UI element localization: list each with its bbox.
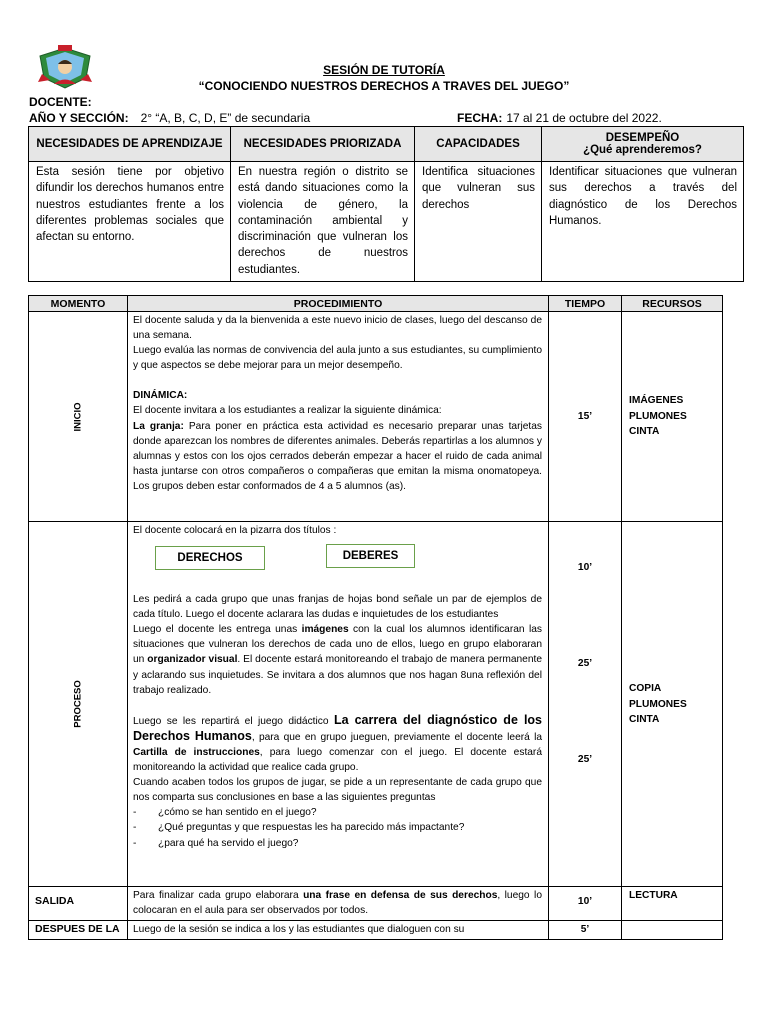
recursos-despues	[622, 921, 723, 940]
proceso-p3: Luego el docente les entrega unas imágenes con la cual los alumnos identificaran las situaciones que vulneran los derechos de cada uno de ellos, luego en grupo elaboraran un organizador visual. El docente estará monitoreando el trabajo de manera permanente y aclarando sus inquietudes. Se invitara a dos alumnos que nos hagan 8una reflexión del trabajo realizado.	[133, 624, 542, 696]
header-necesidades-aprendizaje: NECESIDADES DE APRENDIZAJE	[29, 127, 231, 162]
recurso-plumones: PLUMONES	[629, 698, 687, 710]
tiempo-proceso-3: 25’	[577, 754, 593, 765]
tiempo-proceso	[549, 522, 622, 887]
header-procedimiento: PROCEDIMIENTO	[128, 296, 549, 312]
cell-necesidades-priorizada: En nuestra región o distrito se está dando situaciones como la violencia de género, la contaminación ambiental y discriminación que vulneran los derechos de nuestros estudiantes.	[231, 162, 415, 282]
tiempo-salida: 10’	[549, 887, 622, 921]
proceso-p5: Cuando acaben todos los grupos de jugar, se pide a un representante de cada grupo que nos comparta sus conclusiones en base a las siguientes preguntas	[133, 777, 542, 804]
derechos-box: DERECHOS	[155, 546, 265, 570]
procedure-table	[28, 295, 723, 940]
tiempo-proceso-2: 25’	[577, 658, 593, 669]
tiempo-proceso-1: 10’	[577, 562, 593, 573]
procedimiento-salida: Para finalizar cada grupo elaborara una frase en defensa de sus derechos, luego lo colocaran en el aula para ser observados por todos.	[128, 887, 549, 921]
momento-proceso: PROCESO	[29, 522, 128, 887]
inicio-p3: El docente invitara a los estudiantes a realizar la siguiente dinámica:	[133, 405, 442, 417]
fecha-value: 17 al 21 de octubre del 2022.	[506, 111, 662, 125]
recurso-plumones: PLUMONES	[629, 410, 687, 422]
recursos-inicio	[622, 312, 723, 522]
procedimiento-proceso	[128, 522, 549, 887]
recurso-copia: COPIA	[629, 683, 662, 694]
page-title: SESIÓN DE TUTORÍA	[323, 63, 445, 77]
proceso-p4: Luego se les repartirá el juego didáctico La carrera del diagnóstico de los Derechos Humanos, para que en grupo jueguen, previamente el docente leerá la Cartilla de instrucciones, para luego comenzar con el juego. El docente estará monitoreando la actividad que realice cada grupo.	[133, 712, 542, 774]
procedimiento-inicio	[128, 312, 549, 522]
header-desempeno-title: DESEMPEÑO	[605, 132, 680, 144]
list-item: - ¿cómo se han sentido en el juego?	[133, 805, 542, 820]
needs-table	[28, 126, 744, 282]
granja-label: La granja:	[133, 420, 184, 432]
momento-inicio: INICIO	[29, 312, 128, 522]
recurso-imagenes: IMÁGENES	[629, 395, 684, 406]
header-momento: MOMENTO	[29, 296, 128, 312]
recursos-proceso	[622, 522, 723, 887]
header-desempeno-sub: ¿Qué aprenderemos?	[583, 144, 702, 156]
tiempo-inicio: 15’	[549, 312, 622, 522]
inicio-p1: El docente saluda y da la bienvenida a este nuevo inicio de clases, luego del descanso de una semana.	[133, 315, 542, 342]
anio-seccion	[29, 111, 310, 125]
momento-salida: SALIDA	[29, 887, 128, 921]
cell-capacidades: Identifica situaciones que vulneran sus derechos	[415, 162, 542, 282]
recurso-cinta: CINTA	[629, 714, 660, 725]
fecha-label: FECHA:	[457, 111, 503, 125]
header-desempeno	[542, 127, 744, 162]
anio-label: AÑO Y SECCIÓN:	[29, 111, 129, 125]
inicio-p2: Luego evalúa las normas de convivencia del aula junto a sus estudiantes, su cumplimiento y que aspectos se debe mejorar para un mejor desempeño.	[133, 345, 542, 372]
recursos-salida: LECTURA	[622, 887, 723, 921]
header-necesidades-priorizada: NECESIDADES PRIORIZADA	[231, 127, 415, 162]
docente-label: DOCENTE:	[29, 95, 92, 109]
cell-desempeno: Identificar situaciones que vulneran sus derechos a través del diagnóstico de los Derechos Humanos.	[542, 162, 744, 282]
dinamica-label: DINÁMICA:	[133, 390, 188, 402]
header-tiempo: TIEMPO	[549, 296, 622, 312]
header-capacidades: CAPACIDADES	[415, 127, 542, 162]
deberes-box: DEBERES	[326, 544, 415, 568]
inicio-p4: La granja: Para poner en práctica esta actividad es necesario preparar unas tarjetas donde aparezcan los nombres de diferentes animales. Deberás repartirlas a los alumnos y alumnas y estos con los ojos cerrados deberán empezar a hacer el ruido de cada animal hasta juntarse con otros compañeros o compañeras que emitan la misma onomatopeya. Los grupos deben estar conformados de 4 a 5 alumnos (as).	[133, 420, 542, 492]
recurso-cinta: CINTA	[629, 426, 660, 437]
header-recursos: RECURSOS	[622, 296, 723, 312]
list-item: - ¿Qué preguntas y que respuestas les ha parecido más impactante?	[133, 820, 542, 835]
proceso-p1: El docente colocará en la pizarra dos títulos :	[133, 525, 337, 536]
anio-value: 2° “A, B, C, D, E” de secundaria	[140, 111, 311, 125]
fecha	[457, 111, 662, 125]
session-subtitle: “CONOCIENDO NUESTROS DERECHOS A TRAVES DEL JUEGO”	[198, 79, 570, 93]
procedimiento-despues: Luego de la sesión se indica a los y las estudiantes que dialoguen con su	[128, 921, 549, 940]
momento-despues: DESPUES DE LA	[29, 921, 128, 940]
proceso-p2: Les pedirá a cada grupo que unas franjas de hojas bond señale un par de ejemplos de cada título. Luego el docente aclarara las dudas e inquietudes de los estudiantes	[133, 594, 542, 621]
list-item: - ¿para qué ha servido el juego?	[133, 836, 542, 851]
preguntas-list	[133, 805, 542, 850]
tiempo-despues: 5’	[549, 921, 622, 940]
cell-necesidades-aprendizaje: Esta sesión tiene por objetivo difundir los derechos humanos entre nuestros estudiantes frente a los diferentes problemas sociales que afectan su entorno.	[29, 162, 231, 282]
